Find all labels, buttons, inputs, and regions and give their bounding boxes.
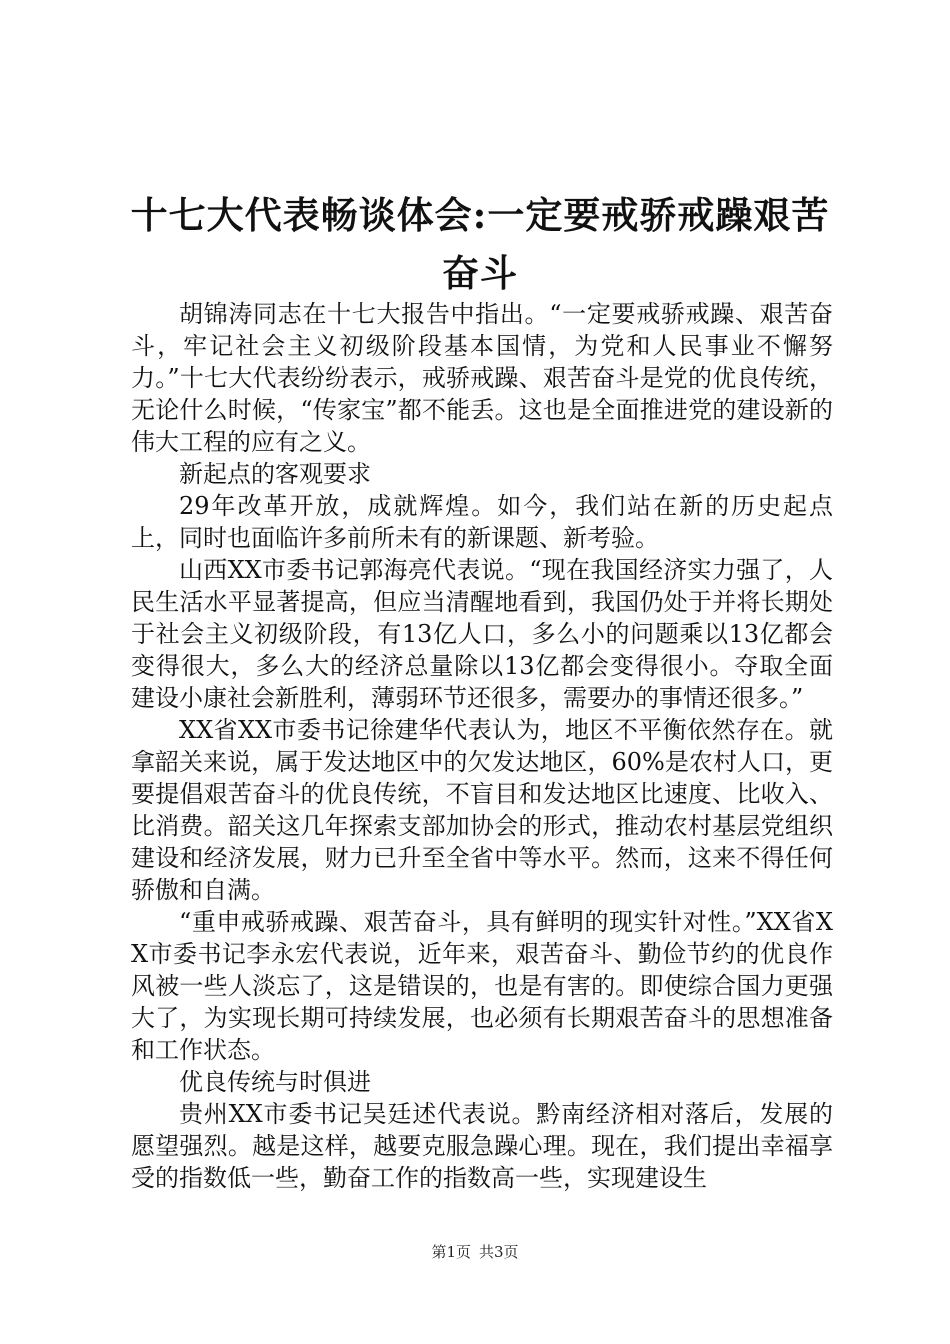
page-total: 共3页	[479, 1243, 519, 1261]
paragraph-intro: 胡锦涛同志在十七大报告中指出。“一定要戒骄戒躁、艰苦奋斗，牢记社会主义初级阶段基本国情，为党和人民事业不懈努力。”十七大代表纷纷表示，戒骄戒躁、艰苦奋斗是党的优良传统，无论什么时候，“传家宝”都不能丢。这也是全面推进党的建设新的伟大工程的应有之义。	[131, 300, 833, 456]
section-heading-fine-tradition: 优良传统与时俱进	[179, 1068, 371, 1096]
section-heading-new-starting-point: 新起点的客观要求	[179, 460, 371, 488]
paragraph: 29年改革开放，成就辉煌。如今，我们站在新的历史起点上，同时也面临许多前所未有的新课题、新考验。	[131, 492, 833, 552]
paragraph: 山西XX市委书记郭海亮代表说。“现在我国经济实力强了，人民生活水平显著提高，但应当清醒地看到，我国仍处于并将长期处于社会主义初级阶段，有13亿人口，多么小的问题乘以13亿都会变得很大，多么大的经济总量除以13亿都会变得很小。夺取全面建设小康社会新胜利，薄弱环节还很多，需要办的事情还很多。”	[131, 556, 833, 712]
paragraph: XX省XX市委书记徐建华代表认为，地区不平衡依然存在。就拿韶关来说，属于发达地区中的欠发达地区，60%是农村人口，更要提倡艰苦奋斗的优良传统，不盲目和发达地区比速度、比收入、比消费。韶关这几年探索支部加协会的形式，推动农村基层党组织建设和经济发展，财力已升至全省中等水平。然而，这来不得任何骄傲和自满。	[131, 716, 833, 904]
document-title: 十七大代表畅谈体会:一定要戒骄戒躁艰苦奋斗	[130, 193, 830, 295]
page-number: 第1页	[431, 1243, 471, 1261]
page-footer	[0, 1242, 950, 1262]
paragraph: “重申戒骄戒躁、艰苦奋斗，具有鲜明的现实针对性。”XX省XX市委书记李永宏代表说，近年来，艰苦奋斗、勤俭节约的优良作风被一些人淡忘了，这是错误的，也是有害的。即使综合国力更强大了，为实现长期可持续发展，也必须有长期艰苦奋斗的思想准备和工作状态。	[131, 908, 833, 1064]
document-body	[131, 298, 833, 1194]
paragraph: 贵州XX市委书记吴廷述代表说。黔南经济相对落后，发展的愿望强烈。越是这样，越要克服急躁心理。现在，我们提出幸福享受的指数低一些，勤奋工作的指数高一些，实现建设生	[131, 1100, 833, 1192]
